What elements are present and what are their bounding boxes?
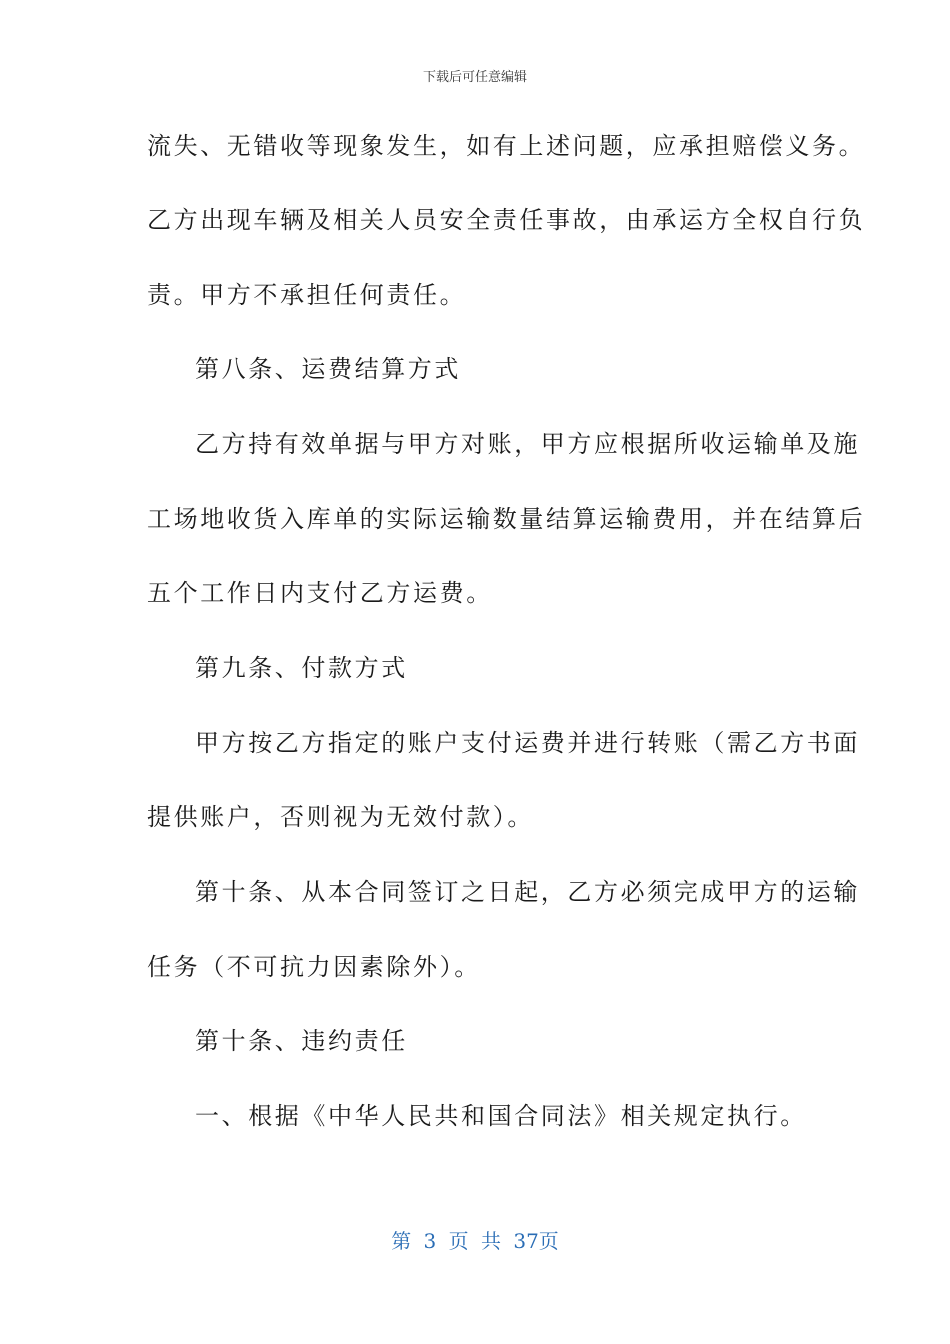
section-heading: 第十条、违约责任 [195,1027,408,1055]
text-line: 五个工作日内支付乙方运费。 [147,579,493,607]
text-line: 第十条、从本合同签订之日起，乙方必须完成甲方的运输 [195,878,860,906]
text-line: 任务（不可抗力因素除外）。 [147,953,481,981]
text-line: 责。甲方不承担任何责任。 [147,281,467,309]
text-line: 一、根据《中华人民共和国合同法》相关规定执行。 [195,1102,807,1130]
header-note: 下载后可任意编辑 [422,70,527,85]
text-line: 乙方持有效单据与甲方对账，甲方应根据所收运输单及施 [195,430,860,458]
text-line: 乙方出现车辆及相关人员安全责任事故，由承运方全权自行负 [147,206,866,234]
page-number: 第 3 页 共 37页 [391,1229,559,1253]
text-line: 流失、无错收等现象发生，如有上述问题，应承担赔偿义务。 [147,132,866,160]
section-heading: 第八条、运费结算方式 [195,355,461,383]
text-line: 甲方按乙方指定的账户支付运费并进行转账（需乙方书面 [195,729,860,757]
section-heading: 第九条、付款方式 [195,654,408,682]
text-line: 提供账户，否则视为无效付款）。 [147,803,534,831]
text-line: 工场地收货入库单的实际运输数量结算运输费用，并在结算后 [147,505,866,533]
